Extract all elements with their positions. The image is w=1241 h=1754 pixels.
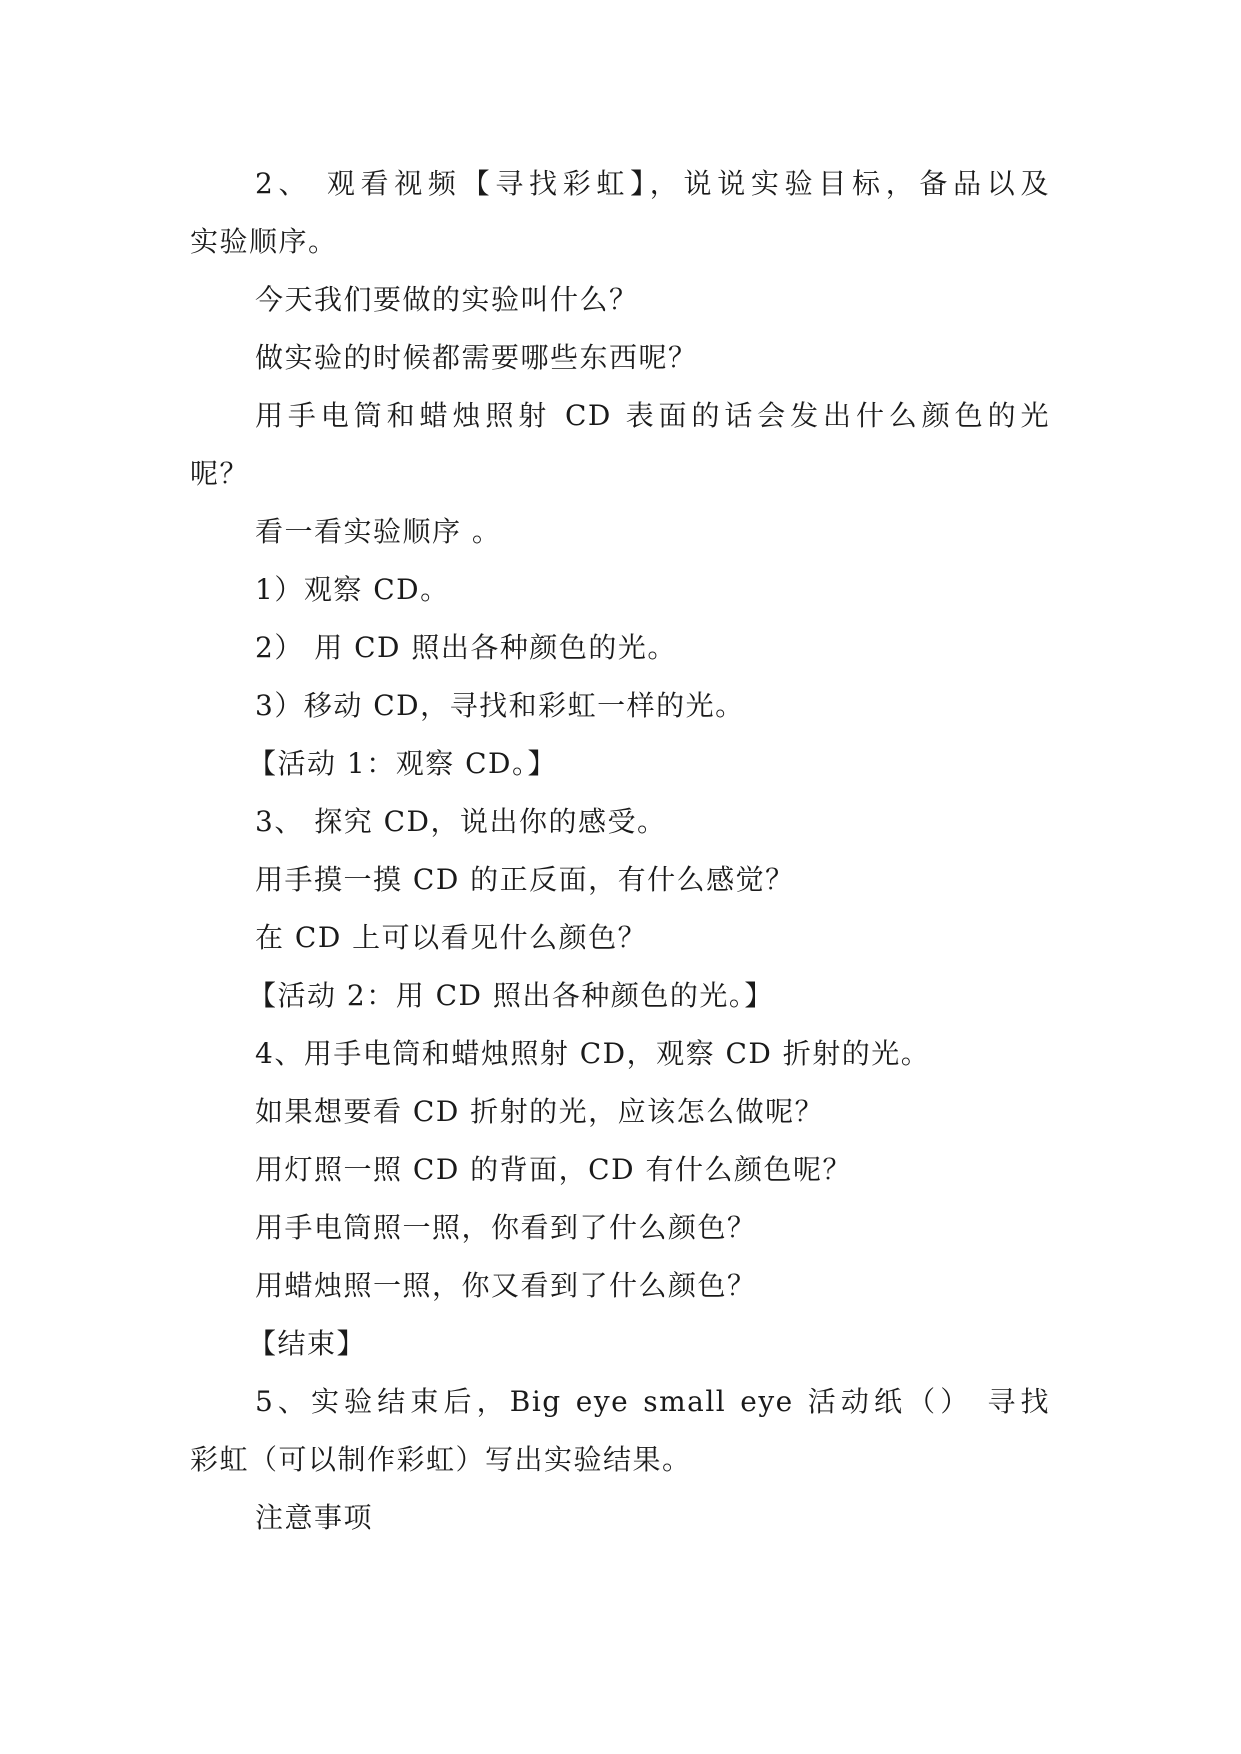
question-touch-cd: 用手摸一摸 CD 的正反面，有什么感觉？ (255, 863, 795, 896)
step-2-paragraph-line-2: 实验顺序。 (190, 225, 338, 258)
activity-2-heading: 【活动 2：用 CD 照出各种颜色的光。】 (248, 979, 774, 1012)
question-experiment-name: 今天我们要做的实验叫什么？ (255, 283, 639, 316)
step-4-paragraph: 4、用手电筒和蜡烛照射 CD，观察 CD 折射的光。 (255, 1037, 931, 1070)
experiment-order-intro: 看一看实验顺序 。 (255, 515, 502, 548)
activity-1-heading: 【活动 1：观察 CD。】 (248, 747, 557, 780)
question-light-color-line-1: 用手电筒和蜡烛照射 CD 表面的话会发出什么颜色的光 (255, 399, 1050, 432)
question-see-refraction: 如果想要看 CD 折射的光，应该怎么做呢？ (255, 1095, 825, 1128)
order-item-2: 2） 用 CD 照出各种颜色的光。 (255, 631, 677, 664)
step-5-paragraph-line-2: 彩虹（可以制作彩虹）写出实验结果。 (190, 1443, 692, 1476)
step-3-paragraph: 3、 探究 CD，说出你的感受。 (255, 805, 667, 838)
question-candle: 用蜡烛照一照，你又看到了什么颜色？ (255, 1269, 757, 1302)
document-body (190, 155, 1050, 1547)
question-lamp-back: 用灯照一照 CD 的背面，CD 有什么颜色呢？ (255, 1153, 852, 1186)
question-flashlight: 用手电筒照一照，你看到了什么颜色？ (255, 1211, 757, 1244)
step-5-paragraph-line-1: 5、实验结束后，Big eye small eye 活动纸（） 寻找 (255, 1385, 1050, 1418)
question-cd-colors: 在 CD 上可以看见什么颜色？ (255, 921, 648, 954)
question-materials: 做实验的时候都需要哪些东西呢？ (255, 341, 698, 374)
order-item-1: 1）观察 CD。 (255, 573, 450, 606)
question-light-color-line-2: 呢？ (190, 457, 250, 490)
notes-heading: 注意事项 (255, 1501, 374, 1534)
end-heading: 【结束】 (248, 1327, 367, 1360)
step-2-paragraph-line-1: 2、 观看视频【寻找彩虹】，说说实验目标，备品以及 (255, 167, 1050, 200)
order-item-3: 3）移动 CD，寻找和彩虹一样的光。 (255, 689, 745, 722)
